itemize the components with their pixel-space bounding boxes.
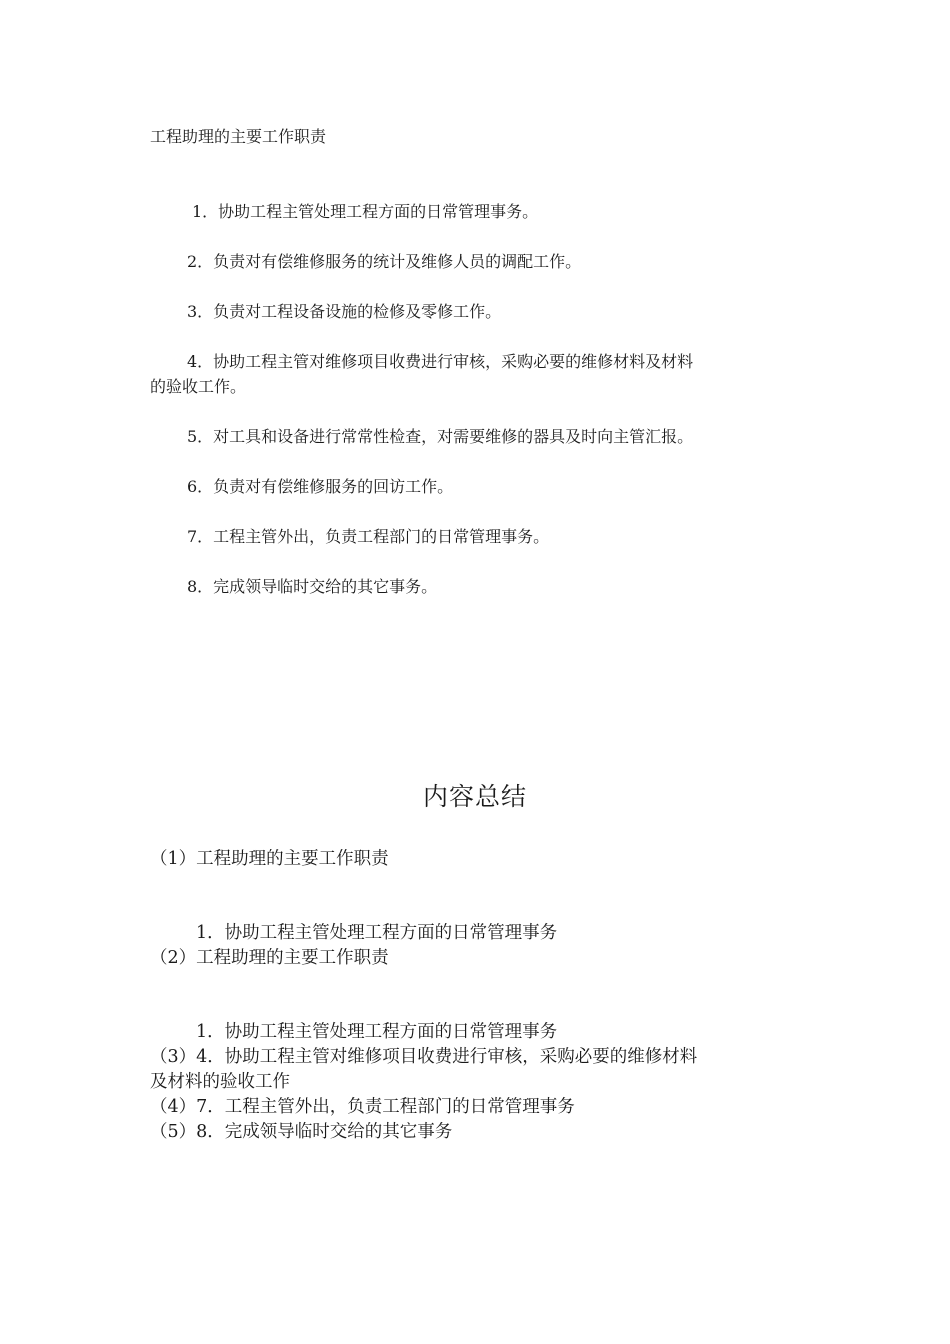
duty-item-4-continued: 的验收工作。 bbox=[150, 377, 247, 396]
summary-line-2: 1．协助工程主管处理工程方面的日常管理事务 bbox=[196, 923, 558, 943]
summary-line-5-continued: 及材料的验收工作 bbox=[150, 1072, 290, 1092]
duty-item-8: 8．完成领导临时交给的其它事务。 bbox=[187, 577, 438, 596]
summary-line-4: 1．协助工程主管处理工程方面的日常管理事务 bbox=[196, 1022, 558, 1042]
summary-title: 内容总结 bbox=[422, 782, 527, 811]
duty-item-3: 3．负责对工程设备设施的检修及零修工作。 bbox=[187, 302, 502, 321]
duty-item-2: 2．负责对有偿维修服务的统计及维修人员的调配工作。 bbox=[187, 252, 582, 271]
duty-item-6: 6．负责对有偿维修服务的回访工作。 bbox=[187, 477, 454, 496]
duty-item-4: 4．协助工程主管对维修项目收费进行审核，采购必要的维修材料及材料 bbox=[187, 352, 694, 371]
summary-line-5: （3）4．协助工程主管对维修项目收费进行审核，采购必要的维修材料 bbox=[150, 1047, 698, 1067]
summary-line-3: （2）工程助理的主要工作职责 bbox=[150, 948, 389, 968]
duty-item-5: 5．对工具和设备进行常常性检查，对需要维修的器具及时向主管汇报。 bbox=[187, 427, 694, 446]
summary-line-6: （4）7．工程主管外出，负责工程部门的日常管理事务 bbox=[150, 1097, 575, 1117]
duty-item-7: 7．工程主管外出，负责工程部门的日常管理事务。 bbox=[187, 527, 550, 546]
document-heading: 工程助理的主要工作职责 bbox=[150, 127, 327, 146]
summary-line-1: （1）工程助理的主要工作职责 bbox=[150, 849, 389, 869]
summary-line-7: （5）8．完成领导临时交给的其它事务 bbox=[150, 1122, 453, 1142]
duty-item-1: 1．协助工程主管处理工程方面的日常管理事务。 bbox=[192, 202, 539, 221]
